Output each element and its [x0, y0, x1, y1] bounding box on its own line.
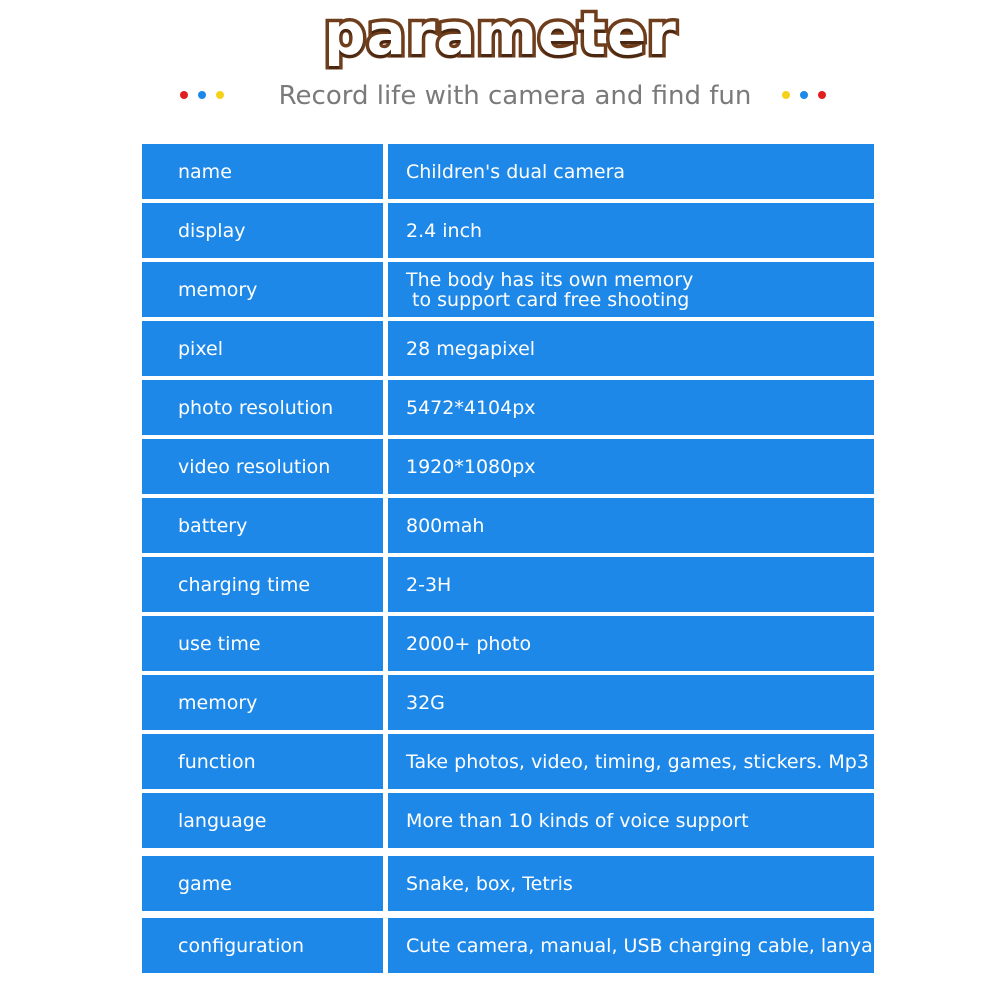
row-label: photo resolution [142, 380, 383, 435]
row-value: Cute camera, manual, USB charging cable, lanyard [388, 918, 874, 973]
table-row [142, 380, 874, 435]
row-label: function [142, 734, 383, 789]
row-value: 800mah [388, 498, 874, 553]
row-value: 2-3H [388, 557, 874, 612]
row-label: battery [142, 498, 383, 553]
table-row [142, 918, 893, 973]
table-row [142, 498, 874, 553]
row-label: charging time [142, 557, 383, 612]
decorative-dot-icon [180, 91, 188, 99]
row-label: display [142, 203, 383, 258]
table-row [142, 144, 874, 199]
row-label: pixel [142, 321, 383, 376]
row-label: game [142, 856, 383, 911]
table-row [142, 557, 874, 612]
table-row [142, 321, 874, 376]
subtitle-row [0, 76, 1001, 116]
page-title-banner [0, 0, 1001, 70]
page-title: parameter [324, 0, 677, 68]
table-row [142, 856, 874, 911]
table-row [142, 675, 874, 730]
row-value: 32G [388, 675, 874, 730]
row-value: The body has its own memory to support card free shooting [388, 262, 874, 317]
row-label: memory [142, 675, 383, 730]
row-label: configuration [142, 918, 383, 973]
decorative-dot-icon [818, 91, 826, 99]
row-value: More than 10 kinds of voice support [388, 793, 874, 848]
row-value: 28 megapixel [388, 321, 874, 376]
row-value: Snake, box, Tetris [388, 856, 874, 911]
row-label: name [142, 144, 383, 199]
row-value: Children's dual camera [388, 144, 874, 199]
subtitle: Record life with camera and find fun [278, 81, 752, 111]
row-label: memory [142, 262, 383, 317]
decorative-dot-icon [782, 91, 790, 99]
table-row [142, 616, 874, 671]
table-row [142, 262, 874, 317]
row-label: language [142, 793, 383, 848]
row-label: use time [142, 616, 383, 671]
decorative-dot-icon [800, 91, 808, 99]
table-row [142, 439, 874, 494]
row-value: 1920*1080px [388, 439, 874, 494]
table-row [142, 734, 874, 789]
table-row [142, 203, 874, 258]
table-row [142, 793, 874, 848]
decorative-dot-icon [198, 91, 206, 99]
row-value: Take photos, video, timing, games, stickers. Mp3 [388, 734, 874, 789]
row-value: 2000+ photo [388, 616, 874, 671]
row-value: 5472*4104px [388, 380, 874, 435]
row-value: 2.4 inch [388, 203, 874, 258]
decorative-dot-icon [216, 91, 224, 99]
row-label: video resolution [142, 439, 383, 494]
